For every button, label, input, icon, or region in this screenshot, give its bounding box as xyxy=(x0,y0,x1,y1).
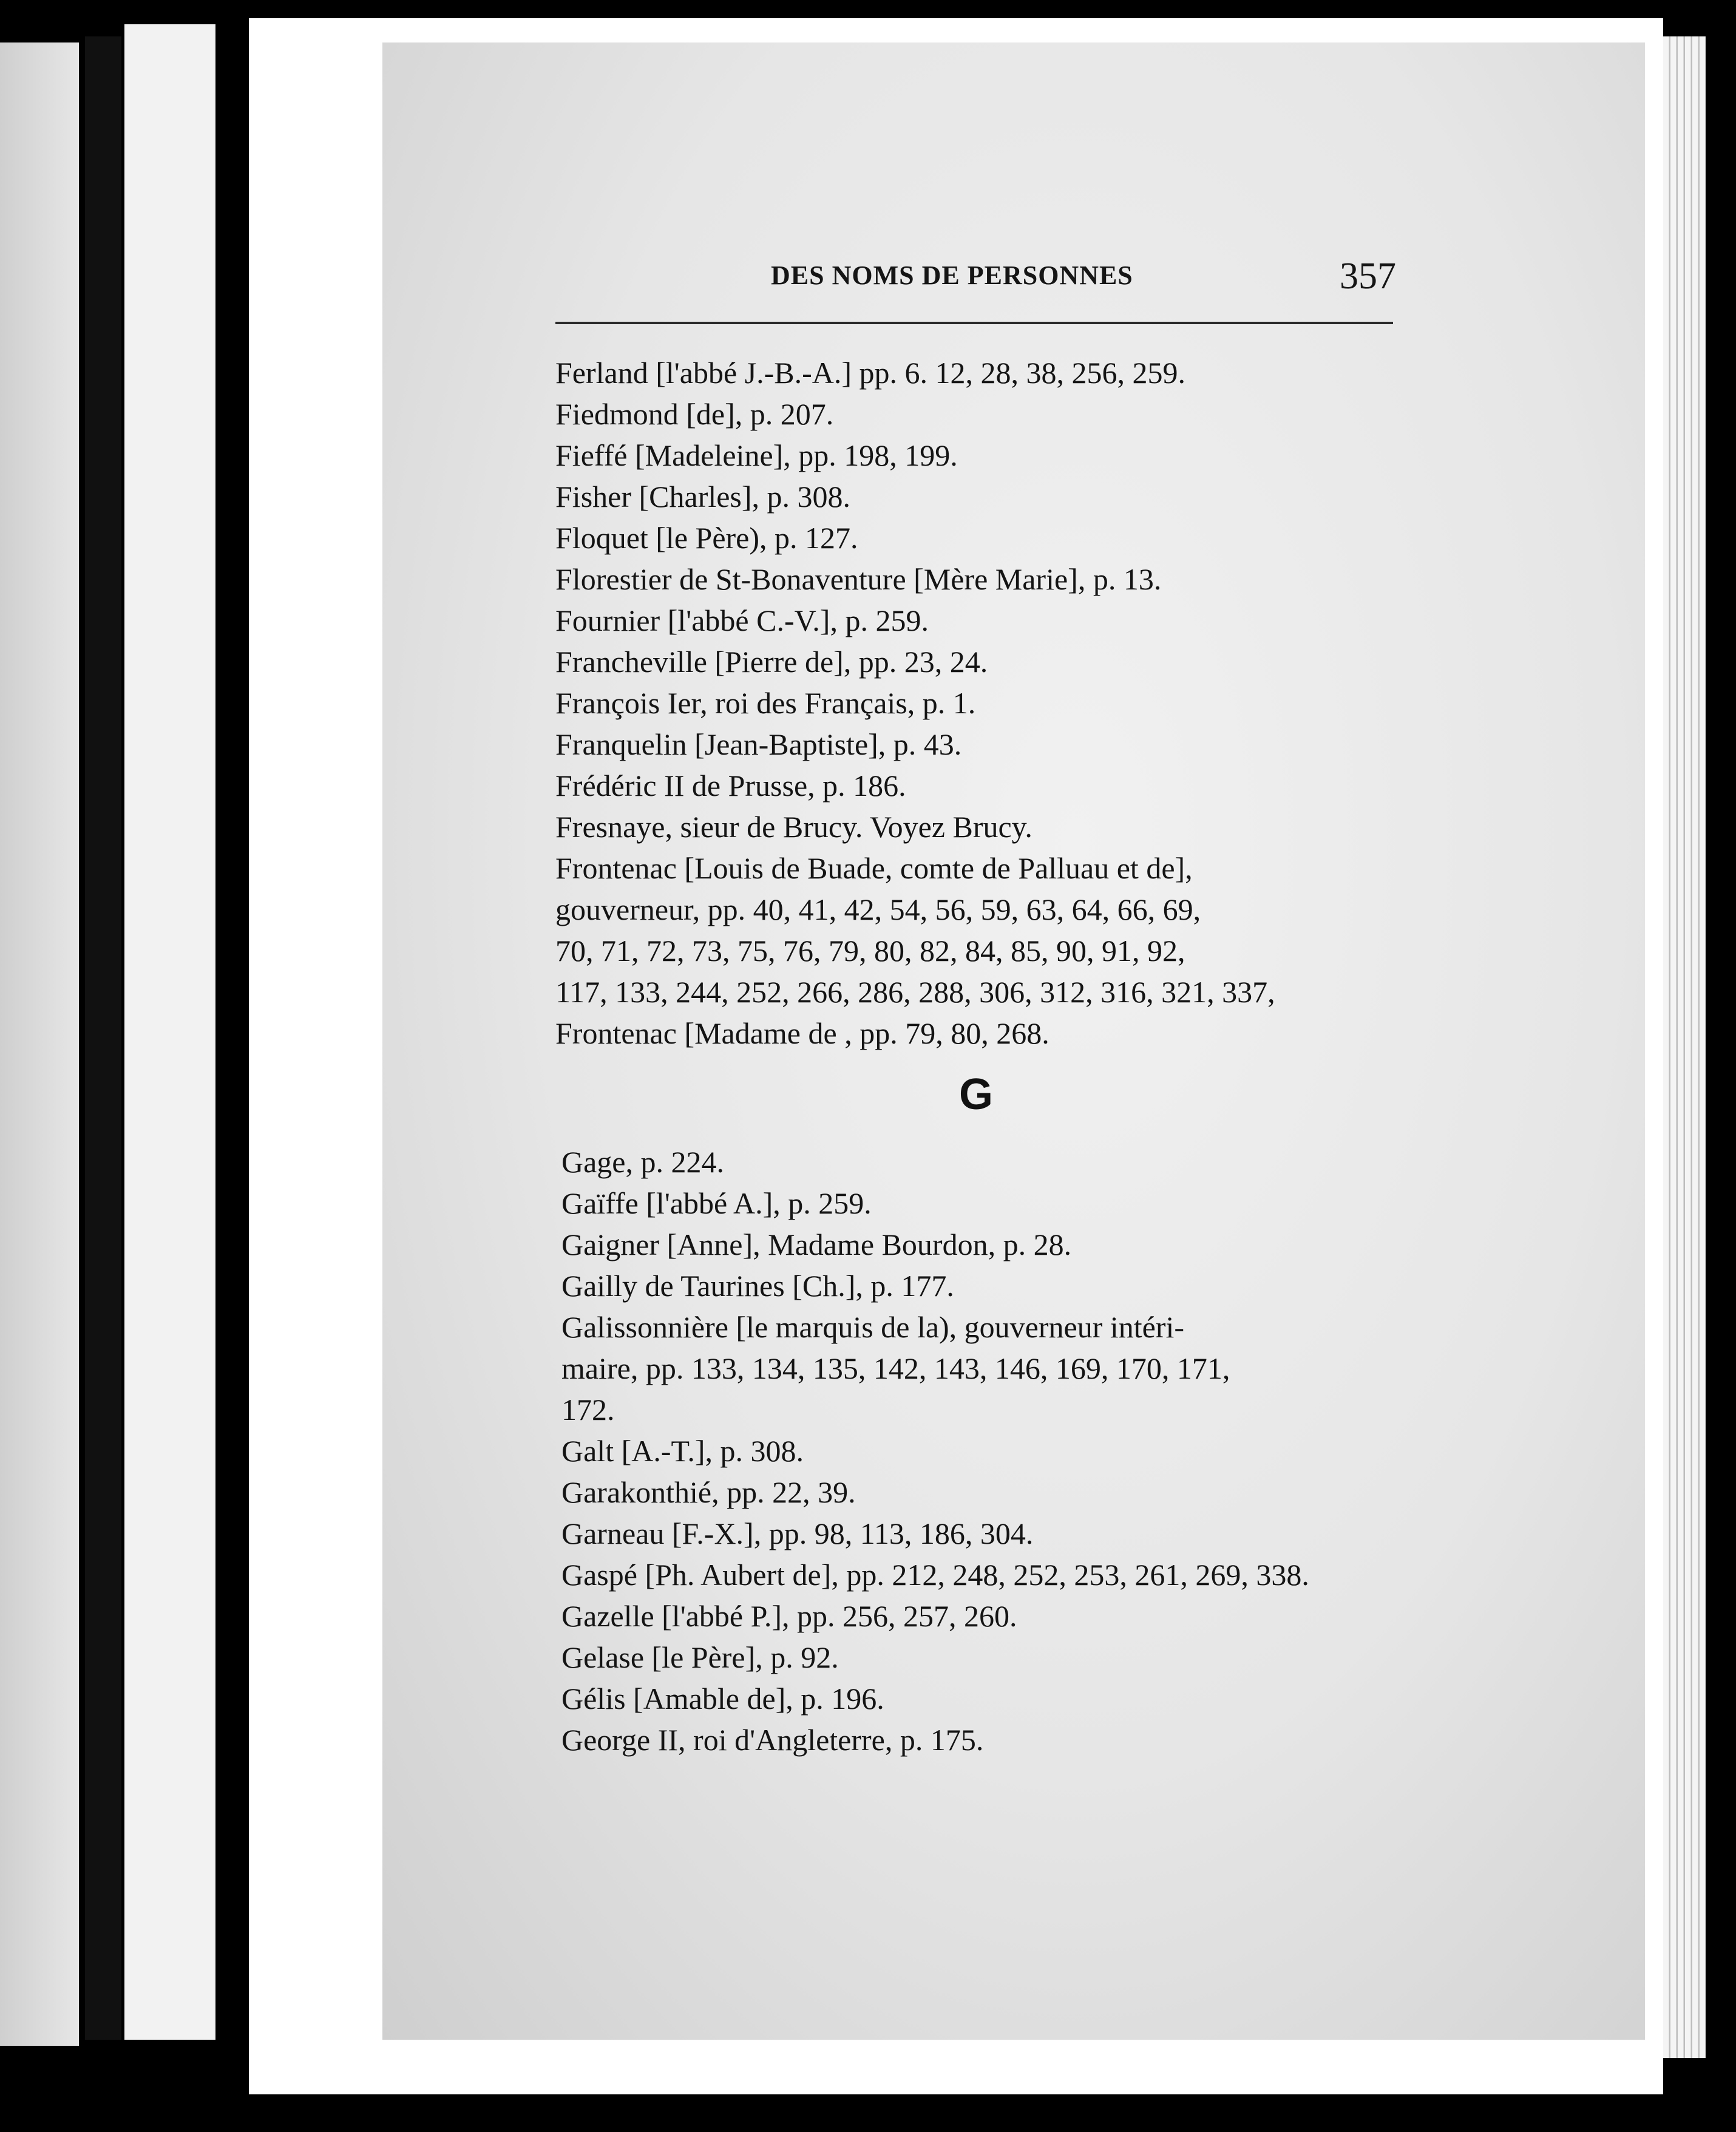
index-entry-line: Fieffé [Madeleine], pp. 198, 199. xyxy=(555,438,958,472)
index-entry-line: Frontenac [Louis de Buade, comte de Palluau et de], xyxy=(555,851,1193,885)
index-entry xyxy=(555,435,1417,476)
index-entry-line: Florestier de St-Bonaventure [Mère Marie], p. 13. xyxy=(555,562,1162,596)
index-entry-line: Gazelle [l'abbé P.], pp. 256, 257, 260. xyxy=(561,1599,1017,1633)
index-entry xyxy=(555,393,1417,435)
index-entry xyxy=(561,1224,1423,1265)
page-edges xyxy=(1663,36,1706,2058)
index-entry-line: Ferland [l'abbé J.-B.-A.] pp. 6. 12, 28, 38, 256, 259. xyxy=(555,356,1186,390)
page-number: 357 xyxy=(1340,256,1396,297)
index-entry xyxy=(561,1306,1423,1430)
index-entry-line: Frontenac [Madame de , pp. 79, 80, 268. xyxy=(555,1016,1049,1050)
index-entry-line: Gailly de Taurines [Ch.], p. 177. xyxy=(561,1269,954,1303)
index-entry-line: Gélis [Amable de], p. 196. xyxy=(561,1682,884,1716)
running-title: DES NOMS DE PERSONNES xyxy=(771,260,1133,290)
index-entry xyxy=(561,1472,1423,1513)
index-entry-line: maire, pp. 133, 134, 135, 142, 143, 146, 169, 170, 171, xyxy=(561,1351,1230,1385)
index-entry xyxy=(555,724,1417,765)
index-entry-line: Fresnaye, sieur de Brucy. Voyez Brucy. xyxy=(555,810,1032,844)
facing-page xyxy=(0,42,79,2046)
index-entry-line: Gelase [le Père], p. 92. xyxy=(561,1640,839,1674)
index-entry xyxy=(555,352,1417,393)
index-entry-line: Gaigner [Anne], Madame Bourdon, p. 28. xyxy=(561,1227,1072,1261)
index-entry-line: Fisher [Charles], p. 308. xyxy=(555,480,851,514)
gutter-shadow xyxy=(85,36,121,2040)
index-entry-line: 172. xyxy=(561,1393,615,1427)
index-entry-line: Garakonthié, pp. 22, 39. xyxy=(561,1475,856,1509)
index-entry-line: Fiedmond [de], p. 207. xyxy=(555,397,834,431)
index-entry-line: François Ier, roi des Français, p. 1. xyxy=(555,686,976,720)
index-entry-line: 70, 71, 72, 73, 75, 76, 79, 80, 82, 84, 85, 90, 91, 92, xyxy=(555,934,1185,968)
index-entry xyxy=(561,1678,1423,1719)
index-entry-line: Fournier [l'abbé C.-V.], p. 259. xyxy=(555,603,929,637)
index-entry xyxy=(555,600,1417,641)
index-entry xyxy=(561,1183,1423,1224)
index-entry-line: George II, roi d'Angleterre, p. 175. xyxy=(561,1723,984,1757)
gutter xyxy=(124,24,215,2040)
index-entry xyxy=(555,517,1417,558)
index-entry xyxy=(561,1719,1423,1760)
page-header xyxy=(771,255,1396,297)
index-entry-line: Gage, p. 224. xyxy=(561,1145,724,1179)
index-entry xyxy=(555,682,1417,724)
index-entry xyxy=(561,1637,1423,1678)
index-entry xyxy=(555,476,1417,517)
index-entry xyxy=(561,1141,1423,1183)
index-entry xyxy=(555,641,1417,682)
index-entry-line: Galt [A.-T.], p. 308. xyxy=(561,1434,804,1468)
header-rule xyxy=(555,322,1393,324)
index-entry xyxy=(561,1513,1423,1554)
index-entry-line: Francheville [Pierre de], pp. 23, 24. xyxy=(555,645,988,679)
index-entry-line: Gaïffe [l'abbé A.], p. 259. xyxy=(561,1186,872,1220)
section-letter: G xyxy=(959,1070,994,1119)
index-entry xyxy=(555,847,1417,1013)
index-entry-line: 117, 133, 244, 252, 266, 286, 288, 306, 312, 316, 321, 337, xyxy=(555,975,1275,1009)
index-entry-line: gouverneur, pp. 40, 41, 42, 54, 56, 59, 63, 64, 66, 69, xyxy=(555,892,1201,926)
index-entry xyxy=(561,1430,1423,1472)
index-entry xyxy=(555,806,1417,847)
index-entry-line: Floquet [le Père), p. 127. xyxy=(555,521,858,555)
index-entry-line: Frédéric II de Prusse, p. 186. xyxy=(555,769,906,803)
index-entry xyxy=(555,1013,1417,1054)
index-entry xyxy=(555,765,1417,806)
index-entry xyxy=(555,558,1417,600)
index-entry-line: Franquelin [Jean-Baptiste], p. 43. xyxy=(555,727,962,761)
index-entry-line: Garneau [F.-X.], pp. 98, 113, 186, 304. xyxy=(561,1516,1034,1550)
index-entry xyxy=(561,1265,1423,1306)
index-entries-g xyxy=(561,1141,1423,1760)
index-entry xyxy=(561,1554,1423,1595)
index-entry-line: Gaspé [Ph. Aubert de], pp. 212, 248, 252, 253, 261, 269, 338. xyxy=(561,1558,1309,1592)
index-entries-f xyxy=(555,352,1417,1054)
index-entry xyxy=(561,1595,1423,1637)
index-entry-line: Galissonnière [le marquis de la), gouverneur intéri- xyxy=(561,1310,1185,1344)
